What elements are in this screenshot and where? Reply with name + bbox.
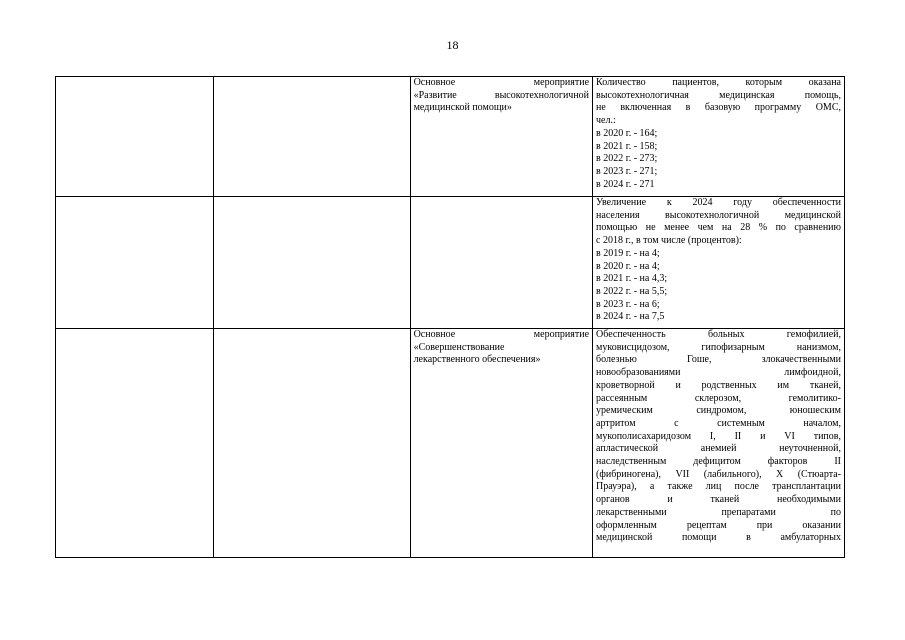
table-cell-empty <box>56 77 214 197</box>
indicator-line: оформленным рецептам при оказании <box>596 519 841 531</box>
indicator-line: апластической анемией неуточненной, <box>596 443 841 455</box>
indicator-line: Количество пациентов, которым оказана <box>596 77 841 88</box>
indicator-line: чел.: <box>596 115 616 127</box>
indicator-line: рассеянным склерозом, гемолитико- <box>596 392 841 404</box>
indicator-item: в 2024 г. - 271 <box>596 178 655 190</box>
indicator-item: в 2020 г. - на 4; <box>596 260 660 272</box>
indicator-line: уремическим синдромом, юношеским <box>596 405 841 417</box>
event-cell <box>410 77 592 197</box>
event-line: «Развитие высокотехнологичной <box>413 89 590 101</box>
indicator-line: новообразованиями лимфоидной, <box>596 367 841 379</box>
indicator-line: мукополисахаридозом I, II и VI типов, <box>596 430 841 442</box>
indicator-line: болезнью Гоше, злокачественными <box>596 354 841 366</box>
table-row <box>56 77 845 197</box>
table-cell-empty <box>213 329 410 558</box>
event-line: Основное мероприятие <box>413 77 590 88</box>
indicator-item: в 2021 г. - 158; <box>596 140 658 152</box>
event-line: Основное мероприятие <box>413 329 590 340</box>
event-line: лекарственного обеспечения» <box>413 354 541 366</box>
indicator-line: помощью не менее чем на 28 % по сравнению <box>596 222 841 234</box>
document-table <box>55 76 845 558</box>
indicator-line: органов и тканей необходимыми <box>596 494 841 506</box>
event-line: медицинской помощи» <box>413 102 512 114</box>
indicator-line: лекарственными препаратами по <box>596 506 841 518</box>
indicator-item: в 2021 г. - на 4,3; <box>596 273 668 285</box>
indicator-item: в 2019 г. - на 4; <box>596 247 660 259</box>
table-row <box>56 197 845 329</box>
table-row <box>56 329 845 558</box>
indicator-line: с 2018 г., в том числе (процентов): <box>596 235 742 247</box>
indicator-cell <box>593 197 845 329</box>
table-cell-empty <box>213 77 410 197</box>
table-cell-empty <box>213 197 410 329</box>
indicator-line: населения высокотехнологичной медицинской <box>596 209 841 221</box>
event-line: «Совершенствование <box>413 341 505 353</box>
indicator-line: медицинской помощи в амбулаторных <box>596 532 841 544</box>
indicator-item: в 2024 г. - на 7,5 <box>596 311 665 323</box>
table-cell-empty <box>410 197 592 329</box>
indicator-line: высокотехнологичная медицинская помощь, <box>596 89 841 101</box>
indicator-line: муковисцидозом, гипофизарным нанизмом, <box>596 341 841 353</box>
indicator-line: артритом с системным началом, <box>596 417 841 429</box>
indicator-line: наследственным дефицитом факторов II <box>596 456 841 468</box>
indicator-item: в 2023 г. - 271; <box>596 165 658 177</box>
table-cell-empty <box>56 197 214 329</box>
indicator-line: кроветворной и родственных им тканей, <box>596 379 841 391</box>
event-cell <box>410 329 592 558</box>
indicator-line: Увеличение к 2024 году обеспеченности <box>596 197 841 208</box>
indicator-line: Обеспеченность больных гемофилией, <box>596 329 841 340</box>
indicator-item: в 2022 г. - на 5,5; <box>596 285 668 297</box>
indicator-line: не включенная в базовую программу ОМС, <box>596 102 841 114</box>
indicator-item: в 2023 г. - на 6; <box>596 298 660 310</box>
indicator-item: в 2022 г. - 273; <box>596 153 658 165</box>
page-number: 18 <box>446 38 459 52</box>
indicator-line: (фибриногена), VII (лабильного), X (Стюарта- <box>596 468 841 480</box>
table-cell-empty <box>56 329 214 558</box>
indicator-cell <box>593 329 845 558</box>
indicator-cell <box>593 77 845 197</box>
indicator-item: в 2020 г. - 164; <box>596 127 658 139</box>
indicator-line: Прауэра), а также лиц после трансплантации <box>596 481 841 493</box>
